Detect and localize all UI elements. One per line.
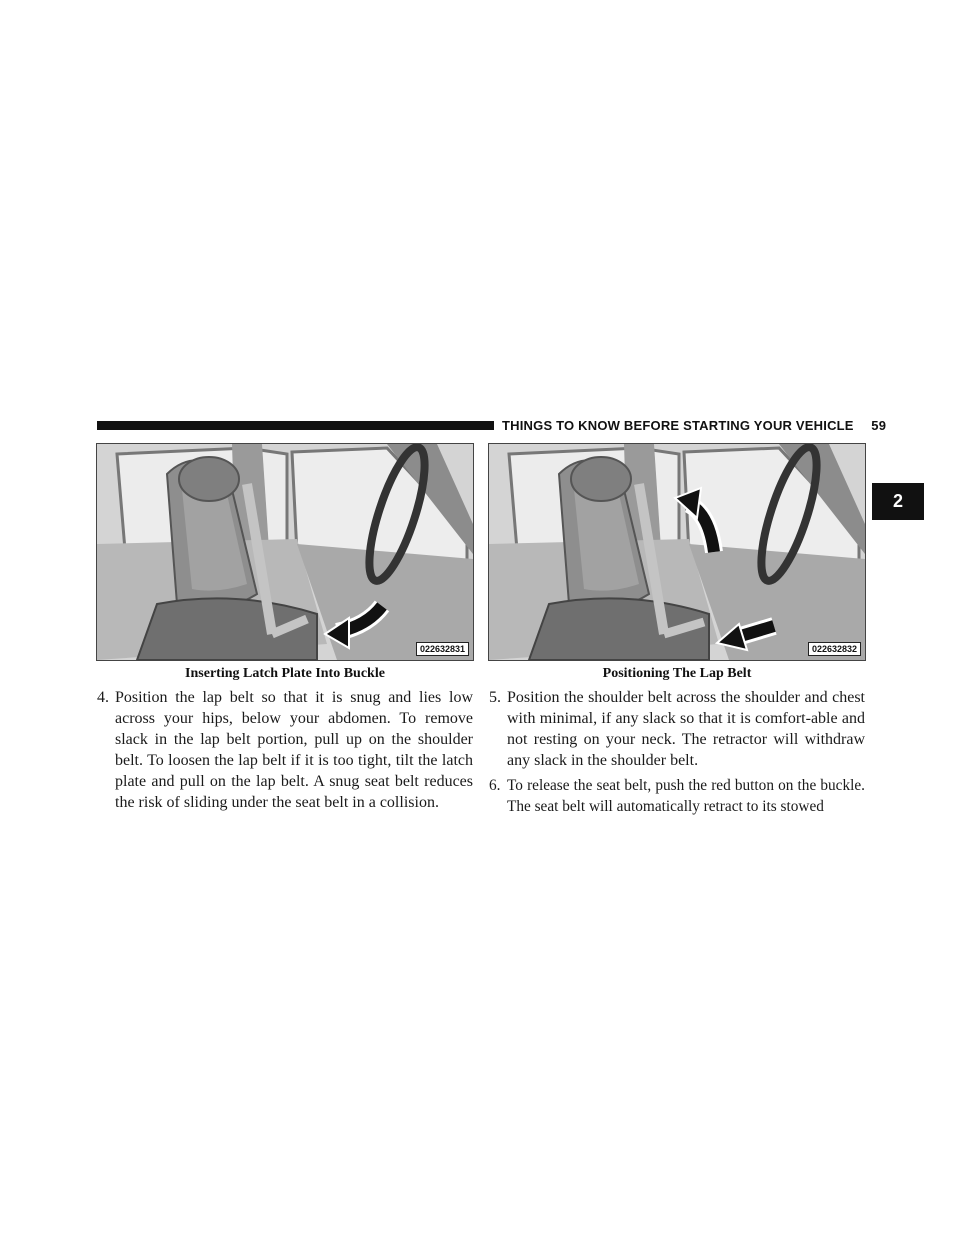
- figure-code: 022632832: [808, 642, 861, 656]
- step-6: [489, 775, 865, 817]
- figure-lap-belt: [488, 443, 866, 661]
- seat-illustration-1: [97, 444, 473, 660]
- step-number: 4.: [97, 689, 109, 706]
- step-number: 6.: [489, 777, 501, 794]
- step-text: Position the shoulder belt across the shoulder and chest with minimal, if any slack so that it is comfort-able and not resting on your neck. The retractor will withdraw any slack in the shoulder belt.: [507, 689, 865, 769]
- step-number: 5.: [489, 689, 501, 706]
- step-5: [489, 687, 865, 771]
- page-number: 59: [871, 418, 887, 433]
- chapter-tab: 2: [872, 483, 924, 520]
- step-text: To release the seat belt, push the red button on the buckle. The seat belt will automatically retract to its stowed: [507, 777, 865, 815]
- figure-latch-plate: [96, 443, 474, 661]
- step-text: Position the lap belt so that it is snug and lies low across your hips, below your abdomen. To remove slack in the lap belt portion, pull up on the shoulder belt. To loosen the lap belt if it is too tight, tilt the latch plate and pull on the lap belt. A snug seat belt reduces the risk of sliding under the seat belt in a collision.: [115, 689, 473, 811]
- running-header: [502, 418, 886, 433]
- figure-caption: Inserting Latch Plate Into Buckle: [185, 666, 385, 681]
- step-4: [97, 687, 473, 813]
- figure-code: 022632831: [416, 642, 469, 656]
- section-title: THINGS TO KNOW BEFORE STARTING YOUR VEHICLE: [502, 418, 854, 433]
- figure-caption: Positioning The Lap Belt: [602, 666, 752, 681]
- header-rule: [97, 421, 494, 430]
- seat-illustration-2: [489, 444, 865, 660]
